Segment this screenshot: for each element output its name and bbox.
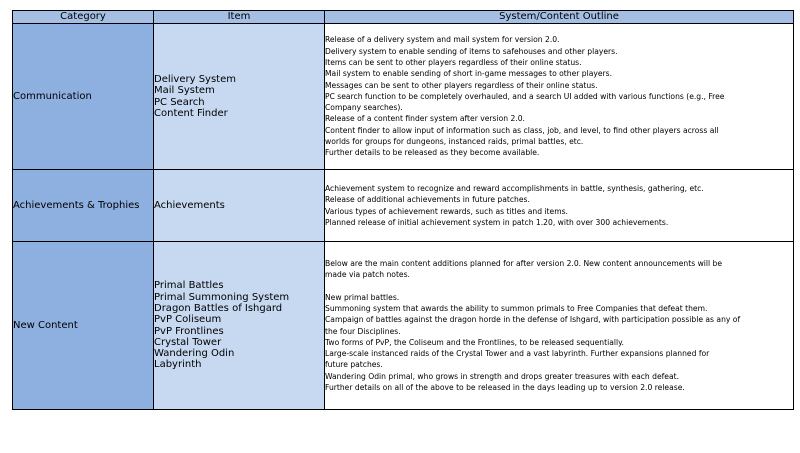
- item-entry: Delivery System: [154, 73, 236, 85]
- table-row: [13, 242, 794, 410]
- outline-line: Mail system to enable sending of short in-game messages to other players.: [325, 69, 613, 79]
- outline-line: Items can be sent to other players regardless of their online status.: [325, 57, 582, 67]
- outline-line: Release of a content finder system after version 2.0.: [325, 114, 525, 124]
- item-entry: Mail System: [154, 85, 215, 97]
- item-entry: Content Finder: [154, 107, 228, 119]
- outline-line: Company searches).: [325, 103, 403, 113]
- item-entry: Wandering Odin: [154, 348, 235, 360]
- item-entry: Achievements: [154, 199, 225, 211]
- table-row: [13, 24, 794, 170]
- outline-line: New primal battles.: [325, 292, 400, 302]
- item-cell: [154, 24, 325, 170]
- outline-line: Further details to be released as they become available.: [325, 148, 540, 158]
- table-row: [13, 170, 794, 242]
- outline-line: Content finder to allow input of information such as class, job, and level, to find other players across all: [325, 125, 719, 135]
- outline-blank-line: [325, 280, 793, 291]
- item-entry: Dragon Battles of Ishgard: [154, 302, 283, 314]
- outline-cell: [325, 242, 794, 410]
- outline-line: the four Disciplines.: [325, 326, 401, 336]
- outline-line: Delivery system to enable sending of items to safehouses and other players.: [325, 46, 618, 56]
- outline-line: future patches.: [325, 360, 383, 370]
- item-entry: Crystal Tower: [154, 336, 222, 348]
- outline-line: Messages can be sent to other players regardless of their online status.: [325, 80, 598, 90]
- outline-line: Further details on all of the above to be released in the days leading up to version 2.0 release.: [325, 382, 685, 392]
- outline-line: Summoning system that awards the ability to summon primals to Free Companies that defeat them.: [325, 303, 708, 313]
- outline-line: Wandering Odin primal, who grows in strength and drops greater treasures with each defeat.: [325, 371, 680, 381]
- header-outline: System/Content Outline: [325, 11, 794, 24]
- header-category: Category: [13, 11, 154, 24]
- outline-line: Release of a delivery system and mail system for version 2.0.: [325, 35, 560, 45]
- category-cell: Achievements & Trophies: [13, 170, 154, 242]
- outline-line: Achievement system to recognize and reward accomplishments in battle, synthesis, gathering, etc.: [325, 183, 704, 193]
- item-entry: PvP Coliseum: [154, 314, 222, 326]
- outline-cell: [325, 24, 794, 170]
- outline-line: worlds for groups for dungeons, instanced raids, primal battles, etc.: [325, 137, 584, 147]
- header-row: [13, 11, 794, 24]
- outline-line: made via patch notes.: [325, 270, 410, 280]
- item-entry: Primal Battles: [154, 280, 224, 292]
- category-cell: Communication: [13, 24, 154, 170]
- item-entry: Primal Summoning System: [154, 291, 290, 303]
- item-entry: PvP Frontlines: [154, 325, 224, 337]
- outline-line: Large-scale instanced raids of the Crystal Tower and a vast labyrinth. Further expansions planned for: [325, 349, 710, 359]
- outline-line: Campaign of battles against the dragon horde in the defense of Ishgard, with participation possible as any of: [325, 315, 741, 325]
- content-table: [12, 10, 794, 410]
- outline-line: PC search function to be completely overhauled, and a search UI added with various functions (e.g., Free: [325, 91, 725, 101]
- outline-line: Below are the main content additions planned for after version 2.0. New content announcements will be: [325, 258, 723, 268]
- category-cell: New Content: [13, 242, 154, 410]
- outline-line: Release of additional achievements in future patches.: [325, 195, 530, 205]
- header-item: Item: [154, 11, 325, 24]
- outline-line: Two forms of PvP, the Coliseum and the Frontlines, to be released sequentially.: [325, 337, 624, 347]
- outline-line: Planned release of initial achievement system in patch 1.20, with over 300 achievements.: [325, 217, 669, 227]
- item-entry: PC Search: [154, 96, 205, 108]
- outline-line: Various types of achievement rewards, such as titles and items.: [325, 206, 568, 216]
- item-cell: [154, 242, 325, 410]
- outline-cell: [325, 170, 794, 242]
- item-entry: Labyrinth: [154, 359, 202, 371]
- item-cell: [154, 170, 325, 242]
